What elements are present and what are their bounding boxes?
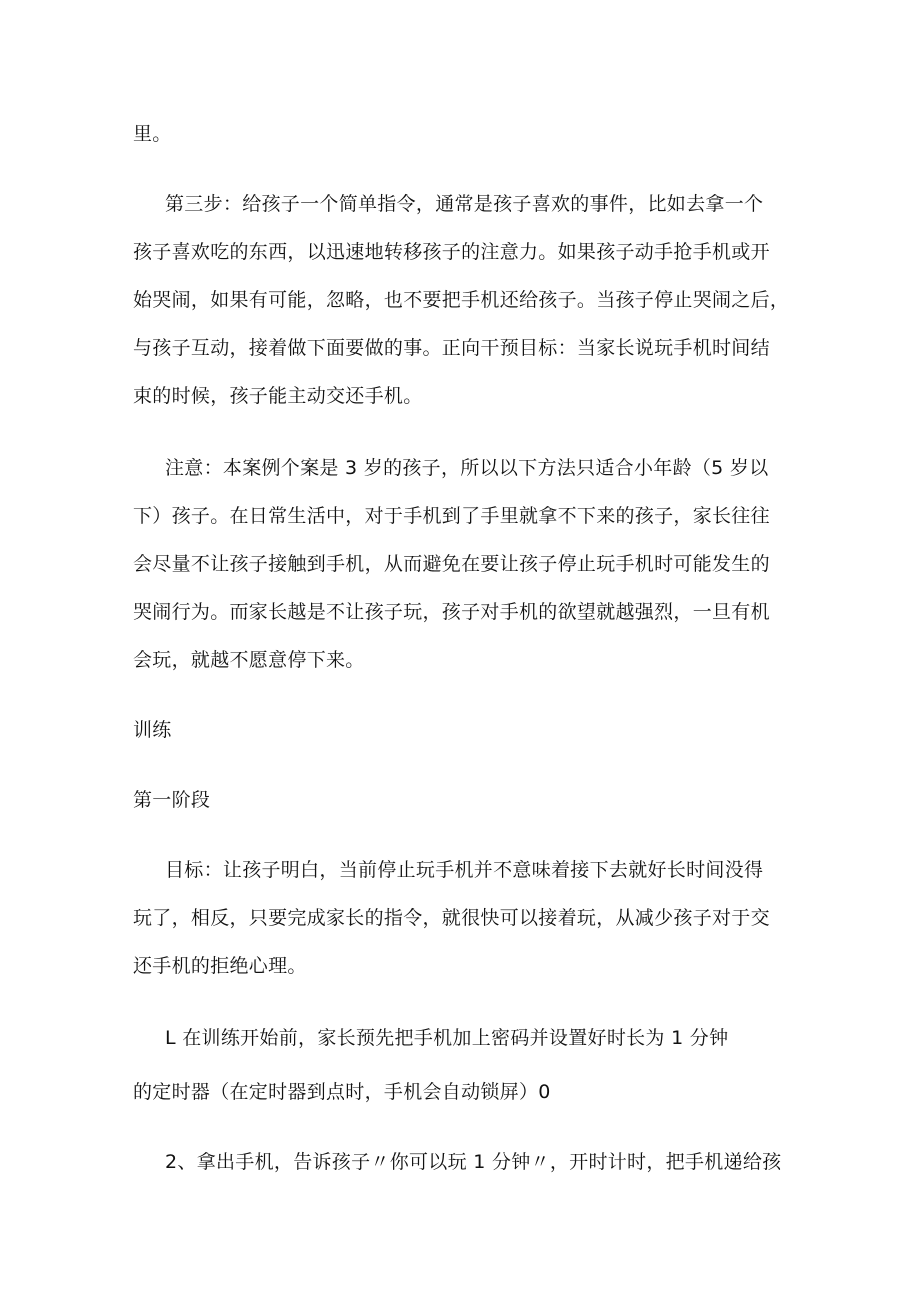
list-item-text: 2、拿出手机，告诉孩子〃你可以玩 1 分钟〃，开时计时，把手机递给孩 — [165, 1151, 782, 1173]
text-line: 会玩，就越不愿意停下来。 — [133, 649, 365, 671]
text-line: 玩了，相反，只要完成家长的指令，就很快可以接着玩，从减少孩子对于交 — [133, 907, 770, 929]
text-line: 哭闹行为。而家长越是不让孩子玩，孩子对手机的欲望就越强烈，一旦有机 — [133, 601, 770, 623]
text-line: 还手机的拒绝心理。 — [133, 955, 307, 977]
list-item-text: L 在训练开始前，家长预先把手机加上密码并设置好时长为 1 分钟 — [165, 1027, 729, 1049]
section-heading: 训练 — [133, 719, 172, 741]
text-line: 下）孩子。在日常生活中，对于手机到了手里就拿不下来的孩子，家长往往 — [133, 505, 770, 527]
text-line: 注意：本案例个案是 3 岁的孩子，所以以下方法只适合小年龄（5 岁以 — [165, 457, 769, 479]
text-line: 里。 — [133, 123, 172, 145]
list-item-text: 的定时器（在定时器到点时，手机会自动锁屏）0 — [133, 1081, 551, 1103]
text-line: 目标：让孩子明白，当前停止玩手机并不意味着接下去就好长时间没得 — [165, 859, 764, 881]
text-line: 与孩子互动，接着做下面要做的事。正向干预目标：当家长说玩手机时间结 — [133, 337, 770, 359]
subsection-heading: 第一阶段 — [133, 789, 211, 811]
text-line: 孩子喜欢吃的东西，以迅速地转移孩子的注意力。如果孩子动手抢手机或开 — [133, 241, 770, 263]
text-line: 会尽量不让孩子接触到手机，从而避免在要让孩子停止玩手机时可能发生的 — [133, 553, 770, 575]
text-line: 束的时候，孩子能主动交还手机。 — [133, 385, 423, 407]
text-line: 始哭闹，如果有可能，忽略，也不要把手机还给孩子。当孩子停止哭闹之后， — [133, 289, 790, 311]
text-line: 第三步：给孩子一个简单指令，通常是孩子喜欢的事件，比如去拿一个 — [165, 193, 764, 215]
